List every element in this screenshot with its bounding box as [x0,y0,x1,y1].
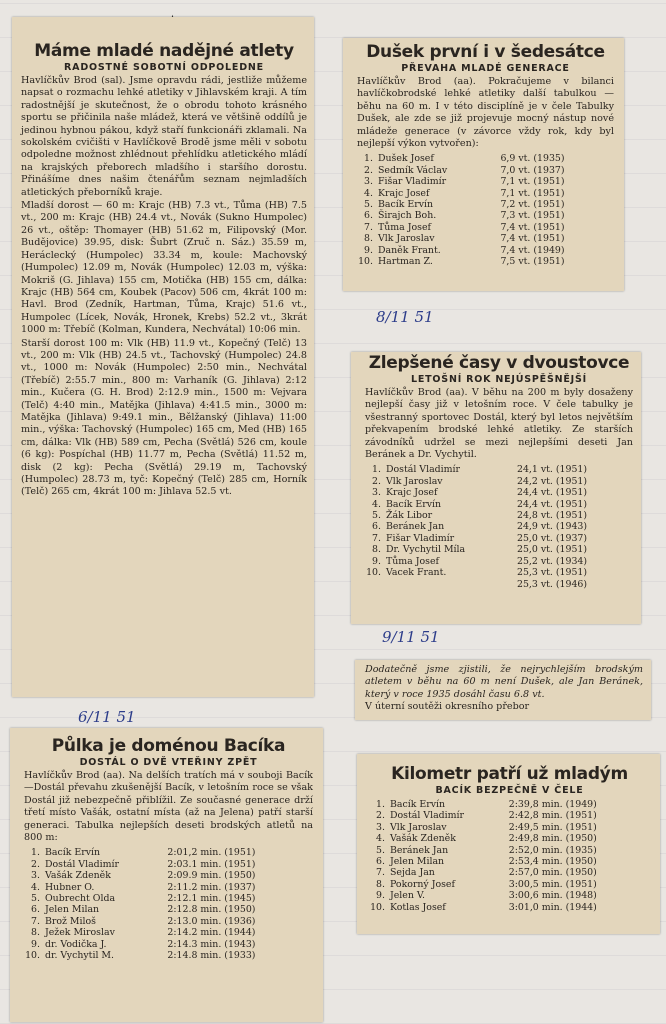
athlete-name: dr. Vodička J. [45,938,107,950]
result-value: 2:01,2 min. (1951) [167,847,256,859]
clipping-subtitle: LETOŠNÍ ROK NEJÚSPĚŠNĚJŠÍ [411,374,587,385]
rank-number: 10. [358,256,373,268]
article-paragraph: Havlíčkův Brod (aa). Pokračujeme v bilanci havlíčkobrodské lehké atletiky další tabulkou — běhu na 60 m. I v této disciplíně je v čele Tabulky Dušek, ale zde se již projevuje mocný nástup nové mládeže generace (v závorce vždy rok, kdy byl nejlepší výkon vytvořen): [357,76,614,150]
ranking-table [369,799,650,913]
result-value: 25,0 vt. (1951) [517,544,588,556]
clipping-title: Dušek první i v šedesátce [366,42,605,62]
result-value: 6,9 vt. (1935) [500,153,565,165]
clipping-subtitle: BACÍK BEZPEČNĚ V ČELE [435,785,584,796]
clipping-800m-ranking [10,728,323,1022]
result-value: 24,4 vt. (1951) [517,498,588,510]
ranking-row [365,579,633,590]
ranking-row [24,939,313,950]
ranking-row [369,822,650,833]
rank-number: 9. [376,890,385,902]
ranking-row [365,521,633,532]
result-value: 25,2 vt. (1934) [517,555,588,567]
ranking-row [24,950,313,961]
rank-number: 7. [364,221,373,233]
ranking-row [357,233,614,244]
rank-number: 3. [364,176,373,188]
ranking-row [24,916,313,927]
ranking-row [369,845,650,856]
rank-number: 1. [364,153,373,165]
athlete-name: Kotlas Josef [390,901,446,913]
result-value: 7,4 vt. (1951) [500,233,565,245]
ranking-row [24,847,313,858]
rank-number: 3. [31,870,40,882]
ranking-row [24,882,313,893]
ranking-row [365,464,633,475]
result-value: 24,8 vt. (1951) [517,510,588,522]
athlete-name: Žák Libor [386,510,433,522]
ranking-row [357,165,614,176]
ranking-table [365,464,633,589]
athlete-name: Ježek Miroslav [45,927,115,939]
result-value: 7,2 vt. (1951) [500,199,565,211]
athlete-name: Jelen Milan [45,904,100,916]
article-paragraph: Havlíčkův Brod (aa). Na delších tratích má v souboji Bacík—Dostál převahu zkušenější Bacík, v letošním roce se však Dostál již nebezpečně přiblížil. Ze současné generace drží třetí místo Vašák, ostatní místa (až na Jelena) patří starší generaci. Tabulka nejlepších deseti brodských atletů na 800 m: [24,770,313,844]
athlete-name: Vacek Frant. [386,567,447,579]
rank-number: 4. [364,187,373,199]
athlete-name: Dostál Vladimír [390,810,465,822]
ranking-row [24,927,313,938]
athlete-name: Vlk Jaroslav [386,475,443,487]
addendum-tail: V úterní soutěži okresního přebor [365,701,530,713]
rank-number: 9. [372,555,381,567]
athlete-name: Bacík Ervín [378,199,434,211]
athlete-name: Jelen Milan [390,856,445,868]
result-value: 24,2 vt. (1951) [517,475,588,487]
ranking-row [357,222,614,233]
clipping-subtitle: PŘEVAHA MLADÉ GENERACE [401,63,570,74]
rank-number: 5. [372,510,381,522]
athlete-name: Jelen V. [390,890,425,902]
rank-number: 5. [31,893,40,905]
athlete-name: Bacík Ervín [390,799,446,810]
clipping-200m-ranking [351,352,641,624]
athlete-name: Tůma Josef [378,221,431,233]
athlete-name: Tůma Josef [386,555,439,567]
athlete-name: Sedmík Václav [378,164,448,176]
rank-number: 1. [31,847,40,859]
result-value: 2:13.0 min. (1936) [167,915,256,927]
rank-number: 8. [372,544,381,556]
rank-number: 2. [372,475,381,487]
result-value: 2:49,5 min. (1951) [508,821,597,833]
clipping-title: Půlka je doménou Bacíka [51,736,286,756]
rank-number: 5. [376,844,385,856]
athlete-name: Sejda Jan [390,867,435,879]
rank-number: 7. [372,532,381,544]
ranking-row [24,904,313,915]
article-paragraph: Havlíčkův Brod (sal). Jsme opravdu rádi, jestliže můžeme napsat o rozmachu lehké atletiky v Jihlavském kraji. A tím radostnější je skutečnost, že o obrodu tohoto krásného sportu se přičinila naše mládež, která ve většině oddílů je jedinou hybnou pákou, když staří funkcionáři zklamali. Na sokolském cvičišti v Havlíčkově Brodě jsme měli v sobotu odpoledne možnost zhlédnout přehlídku atletického mládí na krajských přeborech mladšího i staršího dorostu. Přinášíme dnes našim čtenářům seznam nejmladších atletických přeborníků kraje. [21,75,307,198]
clipping-subtitle: RADOSTNÉ SOBOTNÍ ODPOLEDNE [64,62,264,73]
result-value: 2:53,4 min. (1950) [508,856,597,868]
result-value: 2:49,8 min. (1950) [508,833,597,845]
ranking-row [369,856,650,867]
result-value: 7,1 vt. (1951) [500,176,565,188]
result-value: 7,0 vt. (1937) [500,164,565,176]
result-value: 25,3 vt. (1951) [517,567,588,579]
athlete-name: Hartman Z. [378,256,433,268]
rank-number: 2. [376,810,385,822]
ranking-row [369,902,650,913]
rank-number: 4. [31,881,40,893]
ranking-row [369,867,650,878]
athlete-name: Oubrecht Olda [45,893,116,905]
athlete-name [386,579,517,590]
ranking-row [369,833,650,844]
athlete-name: Fišar Vladimír [386,532,455,544]
ranking-row [357,245,614,256]
result-value: 25,3 vt. (1946) [517,578,588,590]
clipping-1000m-ranking [357,754,660,934]
athlete-name: Vlk Jaroslav [390,821,447,833]
result-value: 3:00,5 min. (1951) [508,878,597,890]
athlete-name: Beránek Jan [390,844,449,856]
athlete-name: Dušek Josef [378,153,434,165]
ranking-table [24,847,313,961]
clipping-title: Zlepšené časy v dvoustovce [368,353,630,373]
article-paragraph: Starší dorost 100 m: Vlk (HB) 11.9 vt., Kopečný (Telč) 13 vt., 200 m: Vlk (HB) 24.5 vt., Tachovský (Humpolec) 24.8 vt., 1000 m: Novák (Humpolec) 2:50 min., Nechvátal (Třebíč) 2:55.7 min., 800 m: Varhaník (G. Jihlava) 2:12 min., Kučera (G. H. Brod) 2:12.9 min., 1500 m: Vejvara (Telč) 4:40 min., Matějka (Jihlava) 4:41.5 min., 3000 m: Matějka (Jihlava) 9:49.1 min., Bělžanský (Jihlava) 11:00 min., výška: Tachovský (Humpolec) 165 cm, Med (HB) 165 cm, dálka: Vlk (HB) 589 cm, Pecha (Světlá) 526 cm, koule (6 kg): Pospíchal (HB) 11.77 m, Pecha (Světlá) 11.52 m, disk (2 kg): Pecha (Světlá) 29.19 m, Tachovský (Humpolec) 28.73 m, tyč: Kopečný (Telč) 285 cm, Horník (Telč) 265 cm, 4krát 100 m: Jihlava 52.5 vt. [21,337,307,498]
ranking-row [24,893,313,904]
result-value: 7,3 vt. (1951) [500,210,565,222]
athlete-name: Širajch Boh. [378,210,437,222]
ranking-row [357,188,614,199]
result-value: 25,0 vt. (1937) [517,532,588,544]
result-value: 24,1 vt. (1951) [517,464,588,476]
handwritten-date-note: 6/11 51 [78,708,136,726]
rank-number: 8. [364,233,373,245]
rank-number: 3. [372,487,381,499]
result-value: 7,1 vt. (1951) [500,187,565,199]
rank-number: 10. [370,901,385,913]
result-value: 2:09.9 min. (1950) [167,870,256,882]
ranking-row [369,799,650,810]
ranking-row [24,859,313,870]
result-value: 2:52,0 min. (1935) [508,844,597,856]
clipping-addendum [355,660,651,720]
clipping-title: Máme mladé nadějné atlety [34,41,294,61]
rank-number: 10. [25,950,40,962]
athlete-name: Vašák Zdeněk [390,833,456,845]
ranking-row [365,487,633,498]
result-value: 24,9 vt. (1943) [517,521,588,533]
rank-number: 6. [31,904,40,916]
rank-number: 2. [31,858,40,870]
result-value: 3:01,0 min. (1944) [508,901,597,913]
ranking-row [369,890,650,901]
result-value: 2:57,0 min. (1950) [508,867,597,879]
result-value: 24,4 vt. (1951) [517,487,588,499]
clipping-title: Kilometr patří už mladým [391,764,628,784]
athlete-name: Brož Miloš [45,915,96,927]
result-value: 2:39,8 min. (1949) [508,799,597,810]
athlete-name: Beránek Jan [386,521,445,533]
ranking-row [365,476,633,487]
athlete-name: Dr. Vychytil Míla [386,544,466,556]
rank-number: 1. [376,799,385,810]
ranking-row [357,210,614,221]
rank-number: 1. [372,464,381,476]
clipping-60m-ranking [343,38,624,291]
ranking-row [365,499,633,510]
ranking-row [369,879,650,890]
ranking-row [365,510,633,521]
rank-number: 6. [364,210,373,222]
ranking-row [365,533,633,544]
rank-number: 8. [376,878,385,890]
handwritten-date-note: 9/11 51 [382,628,440,646]
result-value: 7,5 vt. (1951) [500,256,565,268]
article-paragraph: Havlíčkův Brod (aa). V běhu na 200 m byly dosaženy nejlepší časy již v letošním roce. V čele tabulky je všestranný sportovec Dostál, který byl letos největším překvapením brodské lehké atletiky. Ze starších závodníků udržel se mezi nejlepšími deseti Jan Beránek a Dr. Vychytil. [365,387,633,461]
result-value: 2:42,8 min. (1951) [508,810,597,822]
athlete-name: dr. Vychytil M. [45,950,115,962]
rank-number: 3. [376,821,385,833]
rank-number: 10. [366,567,381,579]
ranking-row [365,544,633,555]
handwritten-date-note: 8/11 51 [376,308,434,326]
result-value: 2:11.2 min. (1937) [167,881,256,893]
ranking-row [357,256,614,267]
athlete-name: Fišar Vladimír [378,176,447,188]
rank-number: 6. [372,521,381,533]
ranking-row [357,199,614,210]
athlete-name: Bacík Ervín [386,498,442,510]
rank-number: 7. [376,867,385,879]
result-value: 2:12.8 min. (1950) [167,904,256,916]
ranking-row [357,176,614,187]
rank-number: 6. [376,856,385,868]
ranking-row [365,567,633,578]
result-value: 2:12.1 min. (1945) [167,893,256,905]
athlete-name: Hubner O. [45,881,95,893]
clipping-subtitle: DOSTÁL O DVĚ VTEŘINY ZPĚT [79,757,258,768]
athlete-name: Bacík Ervín [45,847,101,859]
rank-number: 2. [364,164,373,176]
article-paragraph: Mladší dorost — 60 m: Krajc (HB) 7.3 vt., Tůma (HB) 7.5 vt., 200 m: Krajc (HB) 24.4 vt., Novák (Sukno Humpolec) 26 vt., oštěp: Thomayer (HB) 51.62 m, Filipovský (Mor. Budějovice) 39.95, disk: Šubrt (Zruč n. Sáz.) 35.59 m, Heráclecký (Humpolec) 33.34 m, koule: Machovský (Humpolec) 12.09 m, Novák (Humpolec) 12.03 m, výška: Mokriš (G. Jihlava) 155 cm, Motička (HB) 155 cm, dálka: Krajc (HB) 564 cm, Koubek (Pacov) 506 cm, 4krát 100 m: Havl. Brod (Zedník, Hartman, Tůma, Krajc) 51.6 vt., Humpolec (Lícek, Novák, Hronek, Krebs) 52.2 vt., 3krát 1000 m: Třebíč (Kolman, Kundera, Nechvátal) 10:06 min. [21,200,307,336]
athlete-name: Dostál Vladimír [386,464,461,476]
athlete-name: Krajc Josef [386,487,438,499]
ranking-table [357,153,614,267]
result-value: 3:00,6 min. (1948) [508,890,597,902]
rank-number: 9. [31,938,40,950]
rank-number: 8. [31,927,40,939]
result-value: 7,4 vt. (1951) [500,221,565,233]
addendum-text: Dodatečně jsme zjistili, že nejrychlejším brodským atletem v běhu na 60 m není Dušek, ale Jan Beránek, který v roce 1935 dosáhl času 6.8 vt. [365,664,643,700]
rank-number: 4. [376,833,385,845]
athlete-name: Krajc Josef [378,187,430,199]
rank-number: 5. [364,199,373,211]
ranking-row [24,870,313,881]
rank-number [365,579,386,590]
athlete-name: Vlk Jaroslav [378,233,435,245]
result-value: 7,4 vt. (1949) [500,244,565,256]
rank-number: 7. [31,915,40,927]
athlete-name: Daněk Frant. [378,244,441,256]
athlete-name: Vašák Zdeněk [45,870,111,882]
ranking-row [365,556,633,567]
athlete-name: Pokorný Josef [390,878,455,890]
result-value: 2:14.2 min. (1944) [167,927,256,939]
result-value: 2:03.1 min. (1951) [167,858,256,870]
clipping-young-athletes [12,17,314,697]
athlete-name: Dostál Vladimír [45,858,120,870]
rank-number: 4. [372,498,381,510]
ranking-row [357,153,614,164]
ranking-row [369,810,650,821]
rank-number: 9. [364,244,373,256]
result-value: 2:14.8 min. (1933) [167,950,256,962]
result-value: 2:14.3 min. (1943) [167,938,256,950]
